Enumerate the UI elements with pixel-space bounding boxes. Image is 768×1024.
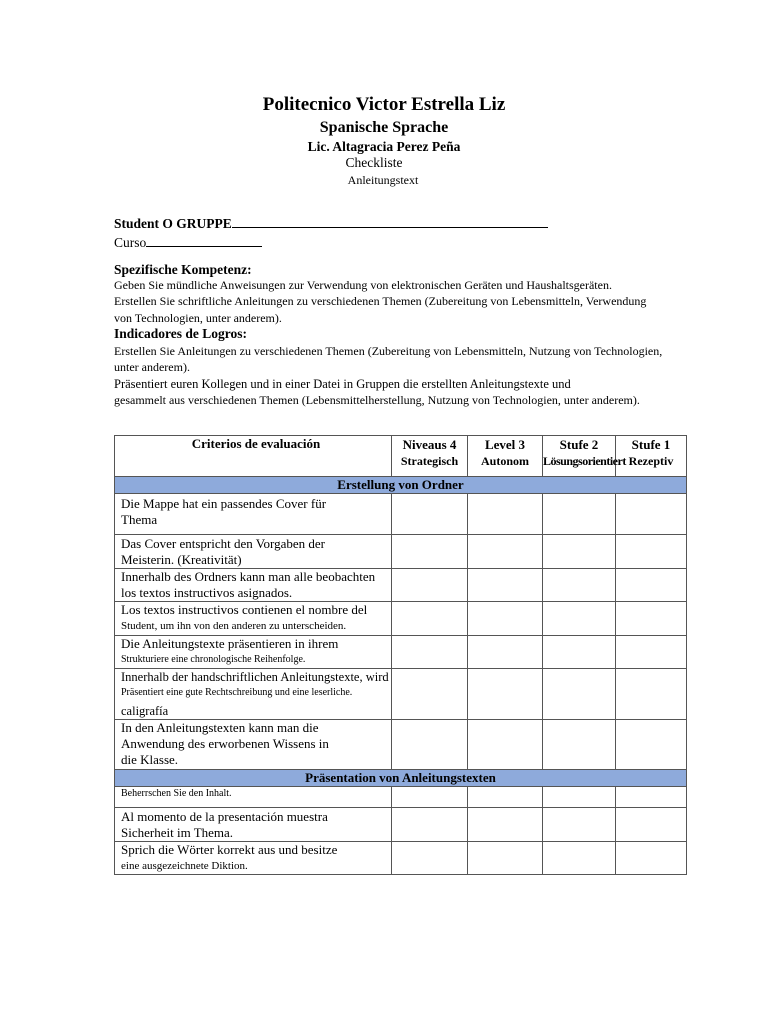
school-title: Politecnico Victor Estrella Liz xyxy=(262,94,506,115)
score-cell[interactable] xyxy=(392,569,468,602)
score-cell[interactable] xyxy=(392,808,468,842)
table-row xyxy=(115,569,687,602)
table-row xyxy=(115,494,687,535)
table-row xyxy=(115,669,687,720)
score-cell[interactable] xyxy=(468,842,543,875)
score-cell[interactable] xyxy=(616,720,687,770)
level-1-sub: Rezeptiv xyxy=(628,454,674,468)
score-cell[interactable] xyxy=(616,602,687,636)
teacher-name: Lic. Altagracia Perez Peña xyxy=(307,139,461,154)
section-band-folder xyxy=(115,477,687,494)
score-cell[interactable] xyxy=(543,808,616,842)
level-3-sub: Autonom xyxy=(480,454,529,468)
subject-title: Spanische Sprache xyxy=(319,119,449,136)
student-label: Student O GRUPPE xyxy=(114,216,232,231)
table-row xyxy=(115,842,687,875)
criterion-cell: Los textos instructivos contienen el nombre del Student, um ihn von den anderen zu unterscheiden. xyxy=(115,602,392,636)
score-cell[interactable] xyxy=(543,720,616,770)
score-cell[interactable] xyxy=(543,842,616,875)
table-row xyxy=(115,602,687,636)
score-cell[interactable] xyxy=(392,787,468,808)
score-cell[interactable] xyxy=(543,602,616,636)
level-2-header xyxy=(543,436,626,477)
score-cell[interactable] xyxy=(392,636,468,669)
competence-line-2: Erstellen Sie schriftliche Anleitungen zu verschiedenen Themen (Zubereitung von Lebensmitteln, Verwendung xyxy=(114,294,647,309)
level-4-header xyxy=(392,436,468,477)
competence-line-3: von Technologien, unter anderem). xyxy=(114,310,282,325)
score-cell[interactable] xyxy=(468,636,543,669)
level-4-sub: Strategisch xyxy=(400,454,459,468)
indicators-line-3: Präsentiert euren Kollegen und in einer Datei in Gruppen die erstellten Anleitungstexte und xyxy=(114,376,571,391)
course-label: Curso xyxy=(114,235,147,250)
score-cell[interactable] xyxy=(468,669,543,720)
score-cell[interactable] xyxy=(543,669,616,720)
evaluation-table xyxy=(114,435,687,875)
competence-heading: Spezifische Kompetenz: xyxy=(114,262,252,277)
table-row xyxy=(115,787,687,808)
table-row xyxy=(115,535,687,569)
indicators-line-2: unter anderem). xyxy=(114,360,190,375)
table-row xyxy=(115,636,687,669)
score-cell[interactable] xyxy=(468,720,543,770)
score-cell[interactable] xyxy=(392,602,468,636)
score-cell[interactable] xyxy=(616,808,687,842)
criterion-cell: Sprich die Wörter korrekt aus und besitze eine ausgezeichnete Diktion. xyxy=(115,842,392,875)
level-1-name: Stufe 1 xyxy=(631,437,671,452)
indicators-text xyxy=(114,343,684,409)
criterion-cell: Al momento de la presentación muestra Sicherheit im Thema. xyxy=(115,808,392,842)
indicators-line-4: gesammelt aus verschiedenen Themen (Lebensmittelherstellung, Nutzung von Technologien, unter anderem). xyxy=(114,393,640,408)
indicators-heading: Indicadores de Logros: xyxy=(114,326,248,341)
course-field xyxy=(114,234,262,252)
score-cell[interactable] xyxy=(468,602,543,636)
score-cell[interactable] xyxy=(392,669,468,720)
course-blank-line xyxy=(146,234,262,247)
level-4-name: Niveaus 4 xyxy=(402,437,457,452)
score-cell[interactable] xyxy=(543,569,616,602)
score-cell[interactable] xyxy=(616,787,687,808)
level-2-sub: Lösungsorientiert xyxy=(543,454,626,468)
score-cell[interactable] xyxy=(468,494,543,535)
score-cell[interactable] xyxy=(392,535,468,569)
level-3-name: Level 3 xyxy=(484,437,526,452)
competence-line-1: Geben Sie mündliche Anweisungen zur Verwendung von elektronischen Geräten und Haushaltsgeräten. xyxy=(114,278,612,292)
score-cell[interactable] xyxy=(616,669,687,720)
criterion-cell: In den Anleitungstexten kann man die Anwendung des erworbenen Wissens in die Klasse. xyxy=(115,720,392,770)
score-cell[interactable] xyxy=(468,787,543,808)
score-cell[interactable] xyxy=(468,535,543,569)
score-cell[interactable] xyxy=(392,720,468,770)
table-header-row xyxy=(115,436,687,477)
doc-type: Checkliste xyxy=(345,155,403,170)
level-2-name: Stufe 2 xyxy=(559,437,599,452)
score-cell[interactable] xyxy=(616,569,687,602)
competence-text xyxy=(114,277,684,326)
table-row xyxy=(115,720,687,770)
score-cell[interactable] xyxy=(543,636,616,669)
student-field xyxy=(114,215,548,233)
score-cell[interactable] xyxy=(616,535,687,569)
score-cell[interactable] xyxy=(468,808,543,842)
criterion-cell: Das Cover entspricht den Vorgaben der Meisterin. (Kreativität) xyxy=(115,535,392,569)
criterion-cell: Innerhalb des Ordners kann man alle beobachten los textos instructivos asignados. xyxy=(115,569,392,602)
score-cell[interactable] xyxy=(616,636,687,669)
score-cell[interactable] xyxy=(392,494,468,535)
section-title: Präsentation von Anleitungstexten xyxy=(115,770,687,787)
criterion-cell: Die Mappe hat ein passendes Cover für Thema xyxy=(115,494,392,535)
score-cell[interactable] xyxy=(543,535,616,569)
score-cell[interactable] xyxy=(543,494,616,535)
criterion-cell: Innerhalb der handschriftlichen Anleitungstexte, wird Präsentiert eine gute Rechtschreibung und eine leserliche. caligrafía xyxy=(115,669,392,720)
criterion-cell: Die Anleitungstexte präsentieren in ihrem Strukturiere eine chronologische Reihenfolge. xyxy=(115,636,392,669)
score-cell[interactable] xyxy=(468,569,543,602)
score-cell[interactable] xyxy=(392,842,468,875)
criteria-header: Criterios de evaluación xyxy=(115,436,392,477)
criterion-cell: Beherrschen Sie den Inhalt. xyxy=(115,787,392,808)
section-title: Erstellung von Ordner xyxy=(115,477,687,494)
section-band-presentation xyxy=(115,770,687,787)
level-1-header xyxy=(616,436,687,477)
student-blank-line xyxy=(232,215,548,228)
score-cell[interactable] xyxy=(616,842,687,875)
score-cell[interactable] xyxy=(616,494,687,535)
table-row xyxy=(115,808,687,842)
text-type: Anleitungstext xyxy=(347,173,419,187)
indicators-line-1: Erstellen Sie Anleitungen zu verschiedenen Themen (Zubereitung von Lebensmitteln, Nutzung von Technologien, xyxy=(114,344,663,358)
level-3-header xyxy=(468,436,543,477)
score-cell[interactable] xyxy=(543,787,616,808)
